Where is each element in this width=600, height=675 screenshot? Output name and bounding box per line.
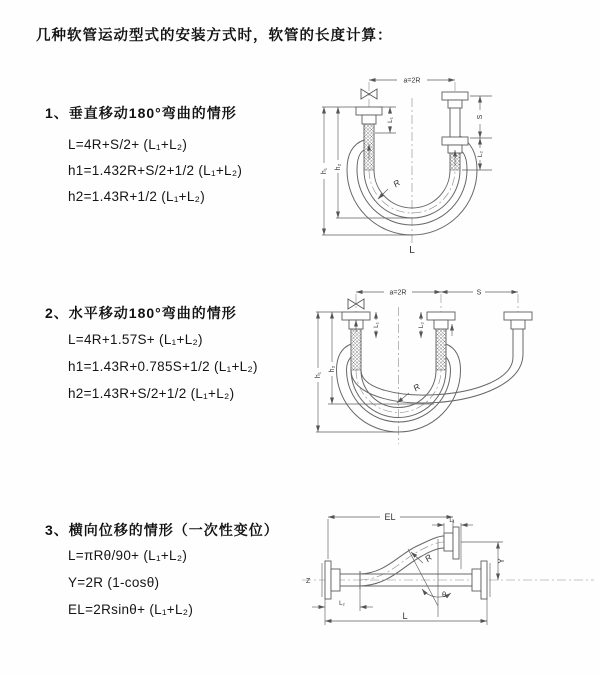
- section-1-formula-L: L=4R+S/2+ (L₁+L₂): [68, 137, 188, 152]
- dim-label-span: a=2R: [403, 77, 421, 85]
- flanges: [342, 312, 532, 329]
- dim-label-r: R: [422, 552, 434, 564]
- dim-label-theta: θ: [442, 590, 447, 599]
- section-2-formula-h1: h1=1.43R+0.785S+1/2 (L₁+L₂): [68, 359, 258, 374]
- dim-label-l: L: [402, 611, 408, 621]
- dim-label-z: Z: [306, 578, 311, 585]
- dim-label-s: S: [477, 114, 484, 120]
- center-lines: [369, 82, 455, 244]
- flanges: [322, 527, 490, 599]
- dim-label-y: Y: [497, 558, 506, 564]
- dim-label-h2: h₂: [335, 163, 342, 171]
- dim-label-l1: L₁: [373, 322, 380, 328]
- dim-label-s: S: [476, 289, 482, 297]
- section-1-heading: 1、垂直移动180°弯曲的情形: [45, 105, 237, 121]
- page-title: 几种软管运动型式的安装方式时，软管的长度计算：: [36, 28, 393, 44]
- section-2-formula-L: L=4R+1.57S+ (L₁+L₂): [68, 332, 203, 347]
- diagram-lateral-displacement: [298, 503, 598, 645]
- section-3-formula-EL: EL=2Rsinθ+ (L₁+L₂): [68, 602, 194, 617]
- diagram-horizontal-180-bend: [308, 282, 596, 454]
- section-2-formula-h2: h2=1.43R+S/2+1/2 (L₁+L₂): [68, 386, 235, 401]
- dim-label-l1: L₁: [449, 518, 455, 524]
- dim-label-span: a=2R: [389, 289, 407, 297]
- dim-label-el: EL: [384, 512, 396, 522]
- section-3-formula-Y: Y=2R (1-cosθ): [68, 575, 160, 590]
- hose-loops: [337, 329, 524, 432]
- section-1-formula-h2: h2=1.43R+1/2 (L₁+L₂): [68, 189, 206, 204]
- dim-label-r: R: [411, 381, 422, 394]
- section-3-formula-L: L=πRθ/90+ (L₁+L₂): [68, 548, 188, 563]
- braid-sections: [364, 124, 460, 170]
- section-1-formula-h1: h1=1.432R+S/2+1/2 (L₁+L₂): [68, 163, 243, 178]
- dimension-lines: [322, 77, 492, 235]
- dim-label-r: R: [391, 177, 402, 190]
- diagram-vertical-180-bend: [312, 70, 597, 260]
- dim-label-h1: h₁: [321, 167, 328, 175]
- dim-label-l1: L₁: [387, 117, 394, 123]
- dim-label-h2: h₂: [329, 365, 336, 373]
- dim-label-l2: L₂: [477, 150, 484, 158]
- dim-label-h1: h₁: [315, 371, 322, 379]
- section-3-heading: 3、横向位移的情形（一次性变位）: [45, 522, 279, 538]
- dim-label-l2: L₂: [339, 601, 345, 607]
- dim-label-l: L: [409, 245, 415, 256]
- section-2-heading: 2、水平移动180°弯曲的情形: [45, 305, 237, 321]
- dim-label-l2: L₂: [418, 321, 425, 329]
